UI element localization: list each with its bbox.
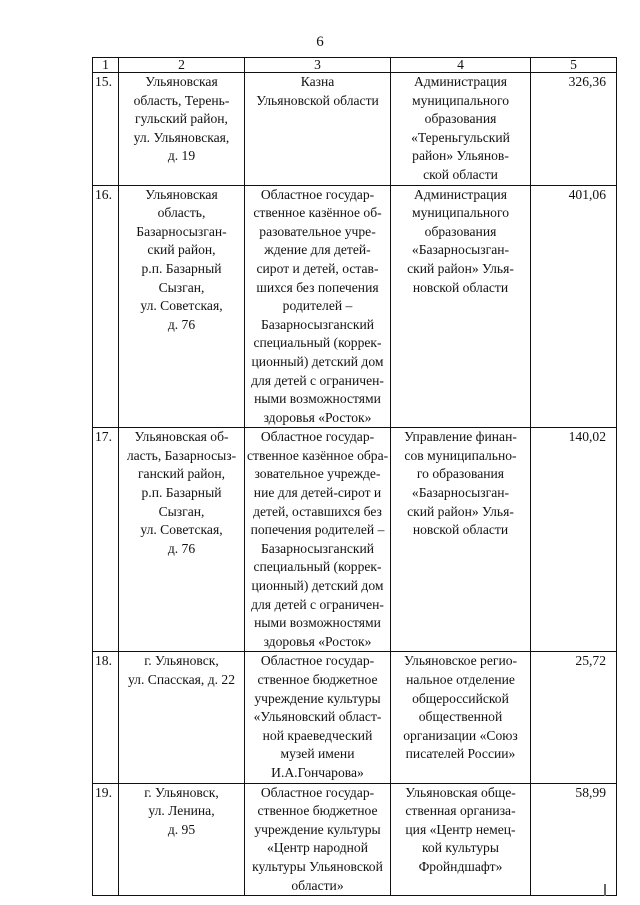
holder-cell [245, 185, 391, 428]
holder-line: ционный) детский дом [251, 353, 384, 369]
address-line: область, Терень- [133, 92, 230, 108]
value-cell: 326,36 [531, 73, 617, 186]
recipient-line: ской области [423, 166, 498, 182]
recipient-line: муниципального [411, 205, 509, 221]
holder-line: Областное государ- [260, 653, 375, 669]
address-line: гульский район, [135, 111, 228, 127]
holder-line: ной краеведческий [262, 727, 373, 743]
page-number: 6 [316, 34, 324, 50]
address-line: д. 95 [167, 821, 196, 837]
address-line: р.п. Базарный [141, 485, 222, 501]
recipient-line: район» Ульянов- [412, 148, 509, 164]
holder-cell [245, 73, 391, 186]
address-cell [119, 73, 245, 186]
value-cell: 58,99 [531, 783, 617, 896]
holder-line: для детей с ограничен- [251, 596, 384, 612]
holder-line: Базарносызганский [260, 316, 375, 332]
holder-line: области» [291, 877, 344, 893]
holder-line: Областное государ- [260, 186, 375, 202]
address-line: ганский район, [137, 466, 226, 482]
holder-line: «Центр народной [267, 840, 368, 856]
address-line: г. Ульяновск, [144, 653, 219, 669]
recipient-cell [391, 428, 531, 652]
holder-line: разовательное учре- [259, 223, 376, 239]
address-cell [119, 783, 245, 896]
recipient-line: Администрация [414, 74, 507, 89]
table-header-row [93, 58, 617, 73]
address-line: г. Ульяновск, [144, 784, 219, 800]
address-line: Сызган, [158, 279, 205, 295]
recipient-cell [391, 185, 531, 428]
table-row [93, 185, 617, 428]
holder-line: ственное казённое обра- [247, 447, 389, 463]
holder-line: учреждение культуры [254, 690, 381, 706]
value-cell: 25,72 [531, 652, 617, 783]
holder-line: специальный (коррек- [253, 559, 382, 575]
holder-line: Ульяновской области [256, 92, 379, 108]
recipient-line: «Тереньгульский [411, 129, 510, 145]
holder-cell [245, 652, 391, 783]
recipient-line: общероссийской [412, 690, 509, 706]
row-number-cell: 18. [93, 652, 119, 783]
recipient-line: писателей России» [405, 746, 516, 762]
recipient-line: ственная организа- [405, 803, 516, 819]
holder-line: специальный (коррек- [253, 335, 382, 351]
address-line: Базарносызган- [136, 223, 227, 239]
recipient-line: новской области [412, 522, 509, 538]
recipient-line: организации «Союз [403, 727, 518, 743]
holder-line: Казна [300, 74, 335, 89]
address-cell [119, 652, 245, 783]
holder-line: культуры Ульяновской [252, 858, 383, 874]
recipient-line: кой культуры [422, 840, 499, 856]
address-line: Ульяновская [145, 74, 218, 89]
value-cell: 140,02 [531, 428, 617, 652]
row-number-cell: 19. [93, 783, 119, 896]
address-line: ул. Советская, [140, 298, 223, 314]
holder-line: ционный) детский дом [251, 578, 384, 594]
value-cell: 401,06 [531, 185, 617, 428]
holder-line: детей, оставшихся без [253, 503, 382, 519]
holder-line: здоровья «Росток» [263, 409, 372, 425]
address-line: д. 76 [167, 316, 196, 332]
header-col-1: 1 [93, 58, 119, 73]
holder-line: здоровья «Росток» [263, 633, 372, 649]
row-number-cell: 15. [93, 73, 119, 186]
scan-mark [604, 884, 606, 896]
holder-line: шихся без попечения [256, 279, 379, 295]
holder-line: для детей с ограничен- [251, 372, 384, 388]
recipient-line: Администрация [414, 186, 507, 202]
row-number-cell: 17. [93, 428, 119, 652]
address-line: р.п. Базарный [141, 260, 222, 276]
holder-line: родителей – [282, 298, 353, 314]
recipient-line: новской области [412, 279, 509, 295]
address-line: ласть, Базарносыз- [126, 447, 237, 463]
recipient-cell [391, 783, 531, 896]
header-col-5: 5 [531, 58, 617, 73]
holder-line: И.А.Гончарова» [271, 764, 364, 780]
holder-line: ственное бюджетное [257, 672, 378, 687]
holder-line: ственное казённое об- [253, 205, 382, 221]
holder-line: попечения родителей – [250, 522, 385, 538]
row-number-cell: 16. [93, 185, 119, 428]
holder-cell [245, 783, 391, 896]
holder-line: ными возможностями [254, 615, 381, 631]
recipient-line: ский район» Улья- [407, 503, 514, 519]
recipient-cell [391, 652, 531, 783]
recipient-line: Ульяновское регио- [403, 653, 518, 669]
holder-line: Базарносызганский [260, 540, 375, 556]
recipient-line: сов муниципально- [404, 447, 517, 463]
table-row [93, 783, 617, 896]
address-line: ул. Советская, [140, 522, 223, 538]
address-line: ул. Спасская, д. 22 [127, 672, 235, 687]
holder-cell [245, 428, 391, 652]
recipient-cell [391, 73, 531, 186]
holder-line: ждение для детей- [264, 242, 371, 258]
holder-line: музей имени [280, 746, 355, 762]
recipient-line: муниципального [411, 92, 509, 108]
address-line: д. 19 [167, 148, 196, 164]
holder-line: учреждение культуры [254, 821, 381, 837]
holder-line: Областное государ- [260, 429, 375, 445]
holder-line: ными возможностями [254, 391, 381, 407]
header-col-3: 3 [245, 58, 391, 73]
header-col-2: 2 [119, 58, 245, 73]
recipient-line: Ульяновская обще- [405, 784, 516, 800]
property-table [92, 57, 617, 896]
holder-line: «Ульяновский област- [253, 709, 382, 725]
table-row [93, 428, 617, 652]
table-row [93, 652, 617, 783]
address-line: д. 76 [167, 540, 196, 556]
address-line: Ульяновская об- [134, 429, 229, 445]
address-line: ул. Ленина, [148, 803, 215, 819]
address-cell [119, 185, 245, 428]
recipient-line: «Базарносызган- [411, 242, 510, 258]
holder-line: зовательное учрежде- [254, 466, 381, 482]
holder-line: ственное бюджетное [257, 803, 378, 819]
recipient-line: нальное отделение [406, 672, 515, 687]
recipient-line: Фройндшафт» [418, 858, 503, 874]
recipient-line: Управление финан- [404, 429, 517, 445]
table-row [93, 73, 617, 186]
address-cell [119, 428, 245, 652]
address-line: ул. Ульяновская, [133, 129, 230, 145]
address-line: область, [157, 205, 206, 221]
holder-line: сирот и детей, остав- [256, 260, 379, 276]
recipient-line: ский район» Улья- [407, 260, 514, 276]
recipient-line: образования [424, 111, 497, 127]
address-line: ский район, [147, 242, 216, 258]
header-col-4: 4 [391, 58, 531, 73]
holder-line: ние для детей-сирот и [253, 485, 382, 501]
address-line: Ульяновская [145, 186, 218, 202]
address-line: Сызган, [158, 503, 205, 519]
holder-line: Областное государ- [260, 784, 375, 800]
recipient-line: «Базарносызган- [411, 485, 510, 501]
recipient-line: ция «Центр немец- [405, 821, 516, 837]
recipient-line: образования [424, 223, 497, 239]
recipient-line: общественной [418, 709, 503, 725]
recipient-line: го образования [416, 466, 505, 482]
